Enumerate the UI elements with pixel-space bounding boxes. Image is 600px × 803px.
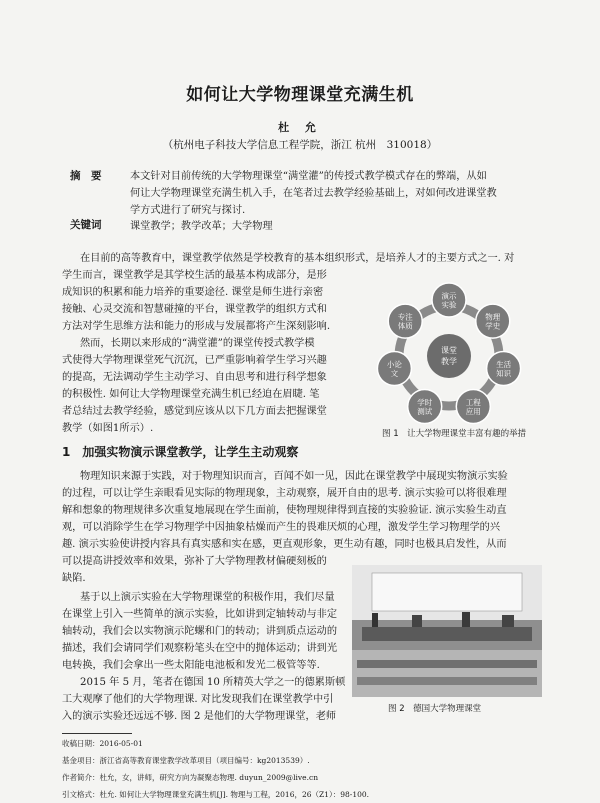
section1-line: 轴转动，我们会以实物演示陀螺和门的转动；讲到质点运动的 (62, 626, 338, 637)
intro-line: 者总结过去教学经验，感觉到应该从以下几方面去把握课堂 (62, 406, 327, 417)
figure1-node-label: 应用 (465, 406, 481, 416)
intro-line: 的积极性. 如何让大学物理课堂充满生机已经迫在眉睫. 笔 (62, 389, 320, 400)
figure1-node-label: 实验 (441, 300, 457, 310)
intro-line: 成知识的积累和能力培养的重要途径. 课堂是师生进行亲密 (62, 287, 324, 298)
figure2-caption: 图 2 德国大学物理课堂 (388, 704, 482, 714)
figure1-center-label: 教学 (441, 357, 457, 366)
intro-line: 式使得大学物理课堂死气沉沉，已严重影响着学生学习兴趣 (62, 355, 327, 366)
section1-line: 2015 年 5 月，笔者在德国 10 所精英大学之一的德累斯顿 (80, 677, 346, 688)
author-affiliation: （杭州电子科技大学信息工程学院，浙江 杭州 310018） (162, 139, 438, 151)
section1-line: 解和想象的物理规律多次重复地展现在学生面前，使物理规律得到直接的实验验证. 演示实验生动直 (62, 505, 507, 516)
figure1-node-label: 学史 (485, 321, 501, 331)
section1-line: 物理知识来源于实践，对于物理知识而言，百闻不如一见，因此在课堂教学中展现实物演示实验 (80, 471, 508, 482)
figure1-node-label: 小论 (386, 359, 402, 369)
figure1-node-label: 演示 (441, 291, 457, 301)
abstract-body (130, 168, 530, 219)
footnote-received: 收稿日期：2016-05-01 (62, 739, 143, 748)
figure1-node-label: 物理 (485, 312, 501, 322)
section1-line: 观，可以消除学生在学习物理学中因抽象枯燥而产生的畏难厌烦的心理，激发学生学习物理学的兴 (62, 522, 501, 533)
section1-heading: 1 加强实物演示课堂教学，让学生主动观察 (62, 445, 299, 459)
figure1-node-label: 测试 (417, 406, 433, 416)
section1-line: 在课堂上引入一些简单的演示实验，比如讲到定轴转动与非定 (62, 609, 338, 620)
intro-line: 接触、心灵交流和智慧碰撞的平台，课堂教学的组织方式和 (62, 304, 327, 315)
section1-line: 可以提高讲授效率和效果，弥补了大学物理教材偏硬刻板的 (62, 556, 327, 567)
intro-line: 学生而言，课堂教学是其学校生活的最基本构成部分，是形 (62, 270, 327, 281)
section1-line: 的过程，可以让学生亲眼看见实际的物理现象，主动观察，展开自由的思考. 演示实验可以将很难理 (62, 488, 507, 499)
footnotes (62, 735, 369, 803)
figure1-diagram (355, 282, 543, 434)
figure1-caption: 图 1 让大学物理课堂丰富有趣的举措 (382, 429, 527, 439)
figure1-center-node (427, 334, 471, 378)
section1-line: 基于以上演示实验在大学物理课堂的积极作用，我们尽量 (80, 592, 335, 603)
intro-line: 的提高，无法调动学生主动学习、自由思考和进行科学想象 (62, 372, 327, 383)
section1-line: 描述，我们会请同学们观察粉笔头在空中的抛体运动；讲到光 (62, 643, 338, 654)
abstract-line: 本文针对目前传统的大学物理课堂“满堂灌”的传授式教学模式存在的弊端，从如 (130, 171, 487, 182)
footnote-funding: 基金项目：浙江省高等教育课堂教学改革项目（项目编号：kg2013539）. (62, 756, 310, 765)
section1-line: 入的演示实验还远远不够. 图 2 是他们的大学物理课堂，老师 (62, 711, 337, 722)
section1-line: 工大观摩了他们的大学物理课. 对比发现我们在课堂教学中引 (62, 694, 334, 705)
footnote-author-bio: 作者简介：杜允，女，讲师，研究方向为凝聚态物理. duyun_2009@live.cn (62, 773, 319, 782)
figure1-node-label: 工程 (465, 397, 481, 407)
keywords-label: 关键词 (70, 219, 102, 231)
footnote-citation: 引文格式：杜允. 如何让大学物理课堂充满生机[J]. 物理与工程，2016，26（Z1）：98-100. (62, 790, 370, 799)
figure1-node-label: 文 (390, 368, 399, 378)
section1-line: 趣. 演示实验使讲授内容具有真实感和实在感，更直观形象，更生动有趣，同时也极具启发性，从而 (62, 539, 507, 550)
figure1-node-label: 生活 (496, 359, 512, 369)
keywords-text: 课堂教学；教学改革；大学物理 (130, 221, 273, 232)
intro-line: 教学（如图1所示）. (62, 423, 154, 434)
footnote-rule (62, 733, 132, 734)
article-title: 如何让大学物理课堂充满生机 (186, 85, 414, 105)
figure1-center-label: 课堂 (441, 346, 457, 355)
figure1-node-label: 知识 (496, 368, 512, 378)
figure1-node-label: 专注 (397, 312, 413, 322)
figure2-photo (352, 565, 542, 697)
section1-line: 电转换，我们会拿出一些太阳能电池板和发光二极管等等. (62, 660, 320, 671)
abstract-label: 摘 要 (70, 170, 102, 182)
abstract-line: 学方式进行了研究与探讨. (130, 205, 246, 216)
section1-line: 缺陷. (62, 573, 86, 584)
figure1-node-label: 学时 (417, 397, 433, 407)
figure1-node-label: 体质 (397, 321, 413, 331)
intro-line: 在目前的高等教育中，课堂教学依然是学校教育的基本组织形式，是培养人才的主要方式之一. 对 (80, 253, 515, 264)
author-name: 杜 允 (278, 121, 322, 134)
intro-line: 然而，长期以来形成的“满堂灌”的课堂传授式教学模 (80, 338, 315, 349)
abstract-line: 何让大学物理课堂充满生机入手，在笔者过去教学经验基础上，对如何改进课堂教 (130, 188, 497, 199)
intro-line: 方法对学生思维方法和能力的形成与发展都将产生深刻影响. (62, 321, 331, 332)
